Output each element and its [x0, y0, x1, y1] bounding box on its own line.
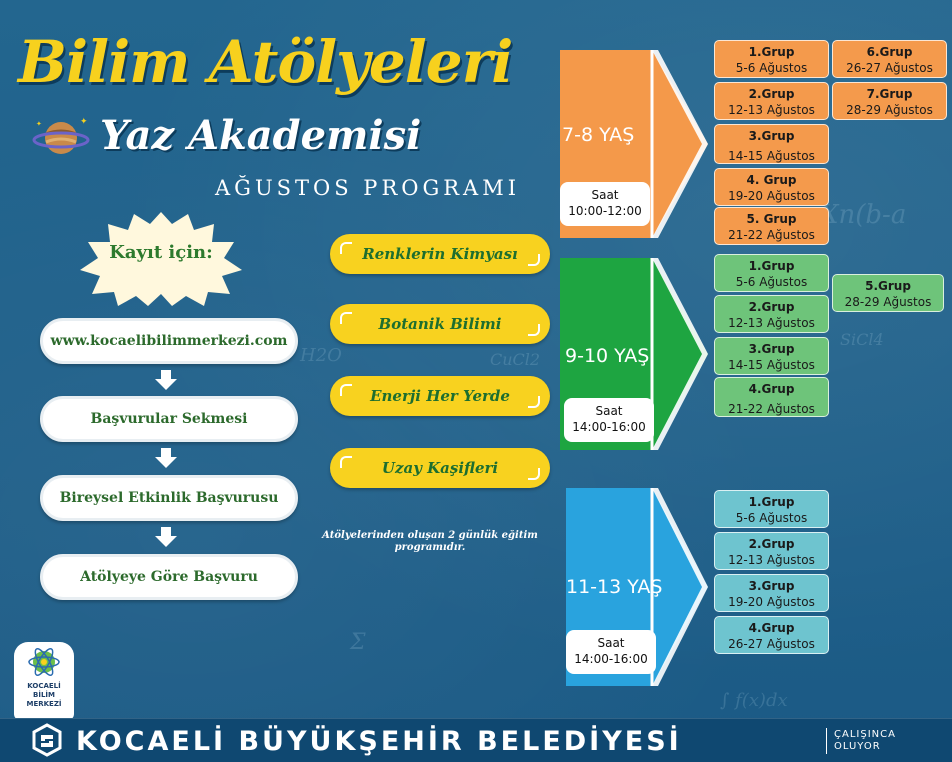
age-label: 7-8 YAŞ: [562, 124, 635, 146]
age-label: 9-10 YAŞ: [565, 345, 650, 367]
chalk-formula: Xn(b-a: [820, 200, 907, 230]
page-title: Bilim Atölyeleri: [18, 28, 513, 96]
group-card: 2.Grup 12-13 Ağustos: [714, 532, 829, 570]
chalk-formula: Σ: [350, 630, 366, 655]
atom-icon: [14, 642, 74, 682]
municipality-name: KOCAELİ BÜYÜKŞEHİR BELEDİYESİ: [76, 726, 682, 757]
workshop-badge: Botanik Bilimi: [330, 304, 550, 344]
step-individual-event: Bireysel Etkinlik Başvurusu: [40, 475, 298, 521]
footer-slogan: ÇALIŞINCA OLUYOR: [834, 729, 896, 752]
website-link[interactable]: www.kocaelibilimmerkezi.com: [40, 318, 298, 364]
group-card: 6.Grup 26-27 Ağustos: [832, 40, 947, 78]
group-card: 2.Grup 12-13 Ağustos: [714, 295, 829, 333]
program-note: Atölyelerinden oluşan 2 günlük eğitim programıdır.: [322, 530, 538, 553]
workshop-badge: Enerji Her Yerde: [330, 376, 550, 416]
group-card: 1.Grup 5-6 Ağustos: [714, 40, 829, 78]
group-card: 3.Grup 14-15 Ağustos: [714, 124, 829, 164]
workshop-badge: Uzay Kaşifleri: [330, 448, 550, 488]
arrow-down-icon: [155, 370, 177, 390]
arrow-down-icon: [155, 527, 177, 547]
time-value: 14:00-16:00: [572, 420, 646, 434]
program-heading: AĞUSTOS PROGRAMI: [215, 176, 521, 200]
group-card: 4.Grup 26-27 Ağustos: [714, 616, 829, 654]
step-applications-tab: Başvurular Sekmesi: [40, 396, 298, 442]
time-label: Saat: [597, 636, 625, 650]
group-card: 3.Grup 19-20 Ağustos: [714, 574, 829, 612]
time-box: [560, 182, 650, 226]
chalk-formula: CuCl2: [490, 350, 541, 369]
group-card: 1.Grup 5-6 Ağustos: [714, 490, 829, 528]
group-card: 4.Grup 21-22 Ağustos: [714, 377, 829, 417]
group-card: 1.Grup 5-6 Ağustos: [714, 254, 829, 292]
svg-text:✦: ✦: [80, 117, 88, 127]
chalk-formula: H2O: [300, 345, 342, 366]
chalk-formula: SiCl4: [840, 330, 884, 349]
time-label: Saat: [591, 188, 619, 202]
page-subtitle: Yaz Akademisi: [100, 112, 422, 159]
chalk-formula: ∫ f(x)dx: [720, 690, 788, 711]
time-value: 14:00-16:00: [574, 652, 648, 666]
age-label: 11-13 YAŞ: [566, 576, 663, 598]
registration-label: Kayıt için:: [109, 242, 213, 263]
time-box: [566, 630, 656, 674]
logo-text: KOCAELİ BİLİM MERKEZİ: [26, 682, 62, 708]
group-card: 3.Grup 14-15 Ağustos: [714, 337, 829, 375]
time-value: 10:00-12:00: [568, 204, 642, 218]
arrow-down-icon: [155, 448, 177, 468]
group-card: 5. Grup 21-22 Ağustos: [714, 207, 829, 245]
step-workshop-application: Atölyeye Göre Başvuru: [40, 554, 298, 600]
time-label: Saat: [595, 404, 623, 418]
group-card: 5.Grup 28-29 Ağustos: [832, 274, 944, 312]
municipality-emblem-icon: [30, 723, 64, 757]
group-card: 2.Grup 12-13 Ağustos: [714, 82, 829, 120]
svg-text:✦: ✦: [36, 120, 42, 128]
time-box: [564, 398, 654, 442]
group-card: 4. Grup 19-20 Ağustos: [714, 168, 829, 206]
workshop-badge: Renklerin Kimyası: [330, 234, 550, 274]
footer-divider: [826, 728, 827, 754]
group-card: 7.Grup 28-29 Ağustos: [832, 82, 947, 120]
planet-icon: [32, 114, 90, 162]
